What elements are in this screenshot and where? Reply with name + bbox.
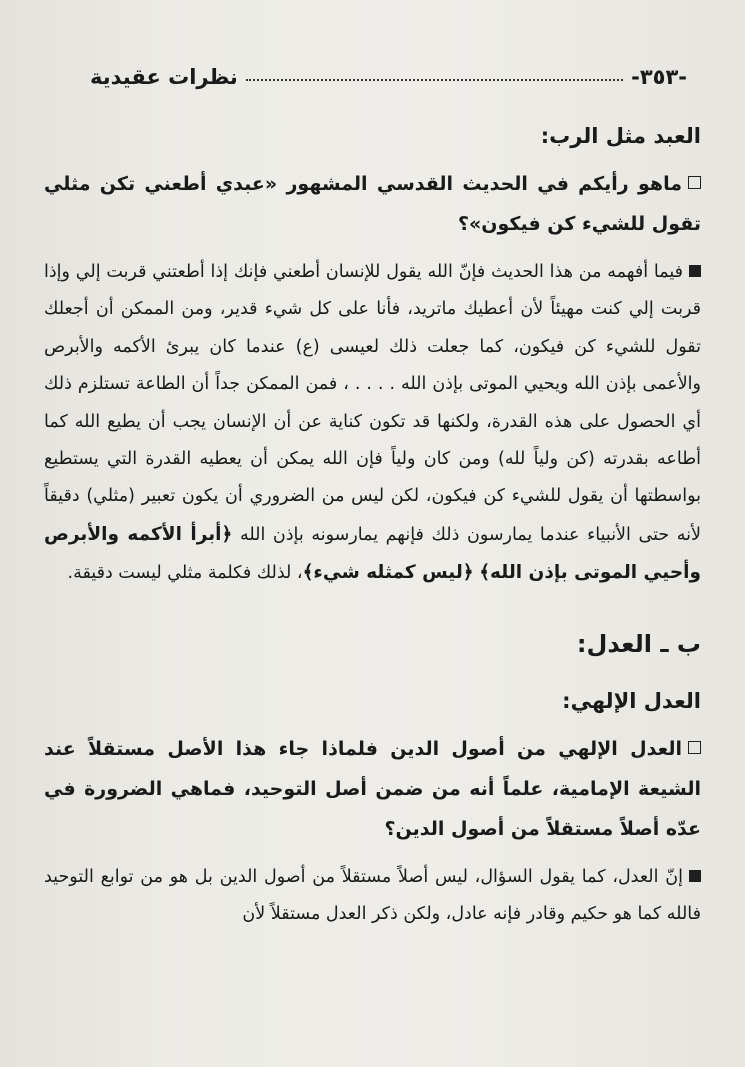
answer-text: إنّ العدل، كما يقول السؤال، ليس أصلاً مستقلاً من أصول الدين بل هو من توابع التوحيد فالله كما هو حكيم وقادر فإنه عادل، ولكن ذكر العدل مستقلاً لأن <box>44 866 701 925</box>
section-justice <box>44 621 701 934</box>
running-title: نظرات عقيدية <box>90 65 238 89</box>
question-box-icon <box>688 741 701 754</box>
quran-verse-2: ﴿ليس كمثله شيء﴾ <box>302 562 474 584</box>
page-header <box>90 60 687 94</box>
answer-text: فيما أفهمه من هذا الحديث فإنّ الله يقول للإنسان أطعني فإنك إذا أطعتني قربت إلي وإذا قربت إلي كنت مهيئاً لأن أعطيك ماتريد، فأنا على كل شيء قدير، ومن الممكن أن أجعلك تقول للشيء كن فيكون، كما جعلت ذلك لعيسى (ع) عندما كان يبرئ الأكمه والأبرص والأعمى بإذن الله ويحيي الموتى بإذن الله . . . . ، فمن الممكن جداً أن الطاعة تستلزم ذلك أي الحصول على هذه القدرة، ولكنها قد تكون كناية عن أن الإنسان يجب أن يطيع الله كما أطاعه بقدرته (كن ولياً لله) ومن كان ولياً فإن الله يمكن أن يعطيه القدرة التي يستطيع بواسطتها أن يقول للشيء كن فيكون، لكن ليس من الضروري أن يكون تعبير (مثلي) دقيقاً لأنه حتى الأنبياء عندما يمارسون ذلك فإنهم يمارسونه بإذن الله <box>44 262 701 545</box>
page-number: -٣٥٣- <box>631 65 687 89</box>
quran-verse-1: ﴿أبرأ الأكمه والأبرص وأحيي الموتى بإذن الله﴾ <box>44 523 701 584</box>
section-servant-like-lord <box>44 116 701 593</box>
page-content <box>44 116 701 933</box>
answer-square-icon <box>689 265 701 277</box>
subsection-title: العدل الإلهي: <box>562 688 701 713</box>
spacer <box>44 667 701 681</box>
answer-paragraph <box>44 859 701 934</box>
section-heading-justice: ب ـ العدل: <box>576 629 701 658</box>
answer-square-icon <box>689 870 701 882</box>
question-paragraph <box>44 729 701 849</box>
question-text: ماهو رأيكم في الحديث القدسي المشهور «عبدي أطعني تكن مثلي تقول للشيء كن فيكون»؟ <box>44 173 701 235</box>
question-paragraph <box>44 164 701 244</box>
answer-paragraph <box>44 254 701 593</box>
section-title: العبد مثل الرب: <box>540 124 701 148</box>
answer-ending: ، لذلك فكلمة مثلي ليست دقيقة. <box>67 563 303 584</box>
question-text: العدل الإلهي من أصول الدين فلماذا جاء هذا الأصل مستقلاً عند الشيعة الإمامية، علماً أنه من ضمن أصل التوحيد، فماهي الضرورة في عدّه أصلاً مستقلاً من أصول الدين؟ <box>44 737 701 840</box>
header-dotted-rule <box>246 79 623 81</box>
question-box-icon <box>688 176 701 189</box>
spacer <box>44 593 701 609</box>
